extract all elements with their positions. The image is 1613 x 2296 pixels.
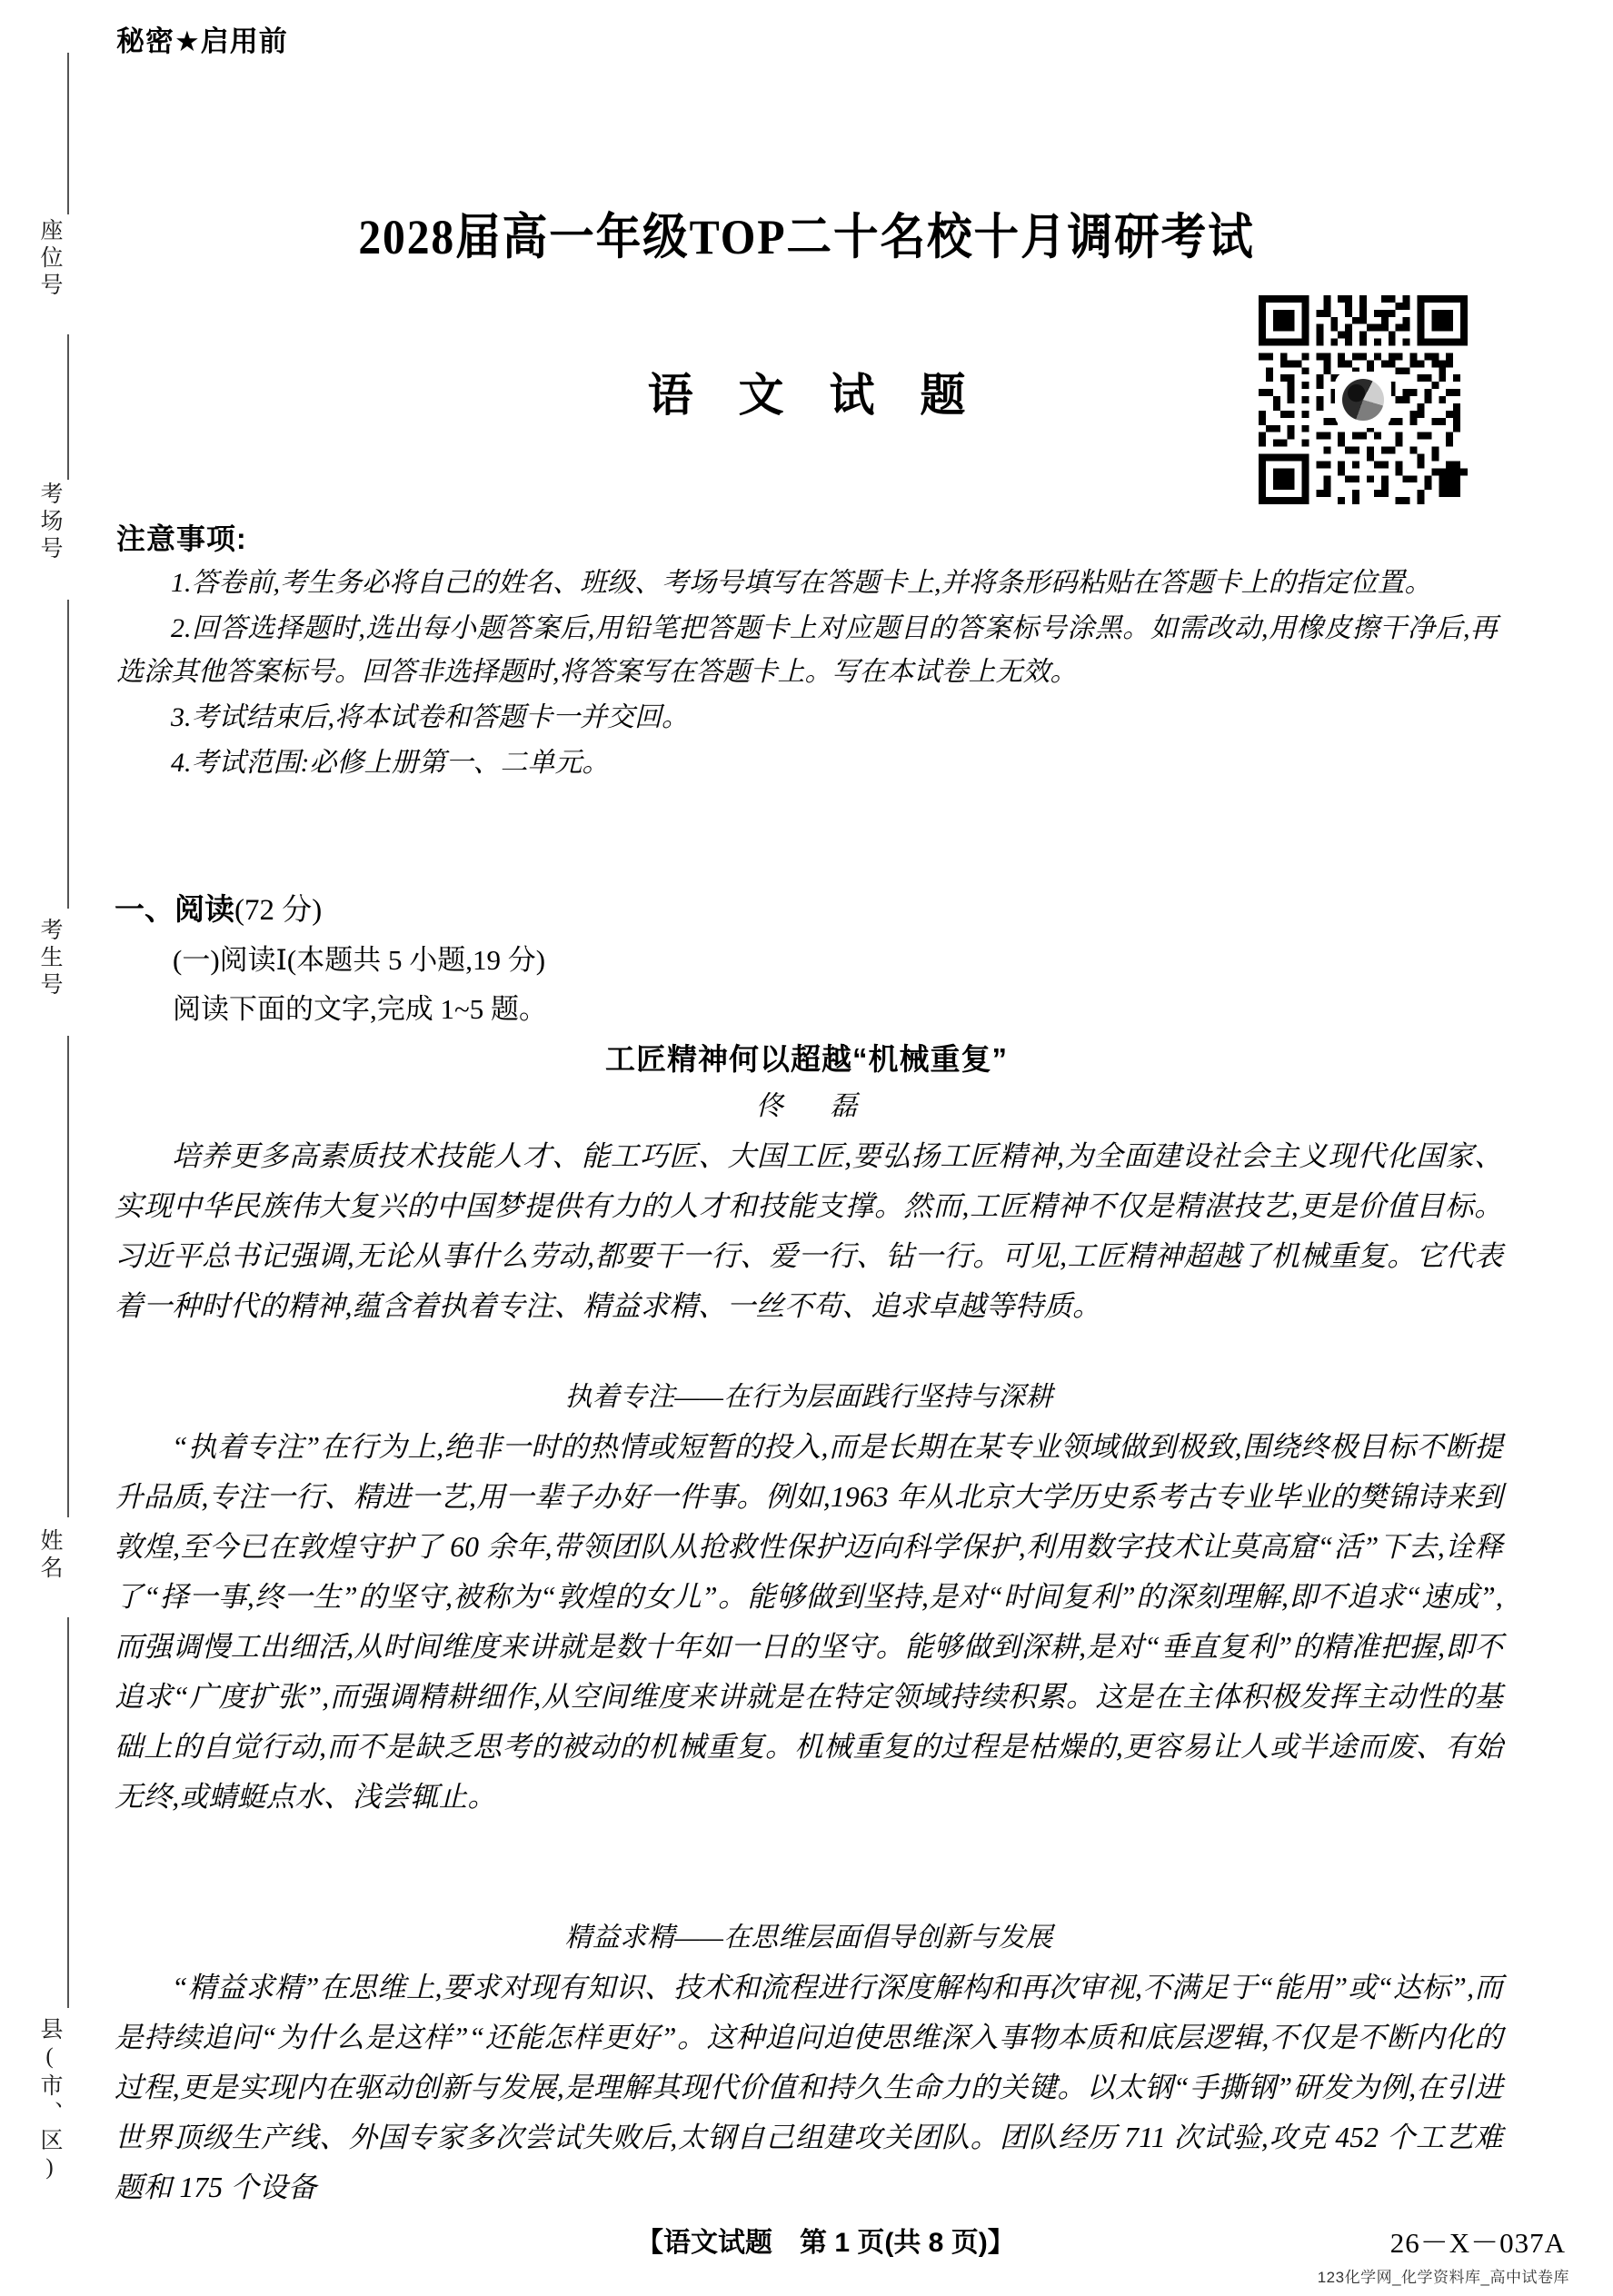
article-paragraph: “精益求精”在思维上,要求对现有知识、技术和流程进行深度解构和再次审视,不满足于“能用”或“达标”,而是持续追问“为什么是这样”“还能怎样更好”。这种追问迫使思维深入事物本质和底层逻辑,不仅是不断内化的过程,更是实现内在驱动创新与发展,是理解其现代价值和持久生命力的关键。以太钢“手撕钢”研发为例,在引进世界顶级生产线、外国专家多次尝试失败后,太钢自己组建攻关团队。团队经历 711 次试验,攻克 452 个工艺难题和 175 个设备 <box>115 1972 1503 2203</box>
section-heading <box>115 886 322 929</box>
margin-rule <box>67 600 69 909</box>
subject-title: 语 文 试 题 <box>647 370 982 421</box>
article-body <box>115 1963 1503 2212</box>
article-body <box>115 1131 1503 1331</box>
article-subheading: 执着专注——在行为层面践行坚持与深耕 <box>564 1382 1053 1412</box>
article-author: 佟 磊 <box>755 1091 878 1121</box>
margin-label-name: 姓名 <box>37 1528 62 1583</box>
brand-logo-icon <box>1342 379 1384 421</box>
footer-page-label: 【语文试题 第 1 页(共 8 页)】 <box>636 2228 1015 2258</box>
notice-list <box>116 562 1498 787</box>
margin-label-county: 县(市、区) <box>37 2017 62 2184</box>
margin-label-examinee-number: 考生号 <box>37 918 62 999</box>
secrecy-label: 秘密★启用前 <box>116 25 288 57</box>
article-body <box>115 1913 1503 1963</box>
section-part-label: (一)阅读Ⅰ(本题共 5 小题,19 分) <box>173 944 546 976</box>
article-paragraph: “执着专注”在行为上,绝非一时的热情或短暂的投入,而是长期在某专业领域做到极致,围绕终极目标不断提升品质,专注一行、精进一艺,用一辈子办好一件事。例如,1963 年从北京大学历史系考古专业毕业的樊锦诗来到敦煌,至今已在敦煌守护了 60 余年,带领团队从抢救性保护迈向科学保护,利用数字技术让莫高窟“活”下去,诠释了“择一事,终一生”的坚守,被称为“敦煌的女儿”。能够做到坚持,是对“时间复利”的深刻理解,即不追求“速成”,而强调慢工出细活,从时间维度来讲就是数十年如一日的坚守。能够做到深耕,是对“垂直复利”的精准把握,即不追求“广度扩张”,而强调精耕细作,从空间维度来讲就是在特定领域持续积累。这是在主体积极发挥主动性的基础上的自觉行动,而不是缺乏思考的被动的机械重复。机械重复的过程是枯燥的,更容易让人或半途而废、有始无终,或蜻蜓点水、浅尝辄止。 <box>115 1431 1503 1813</box>
footer-paper-code: 26－X－037A <box>1389 2227 1566 2259</box>
article-body <box>115 1422 1503 1822</box>
notice-item: 2.回答选择题时,选出每小题答案后,用铅笔把答题卡上对应题目的答案标号涂黑。如需改动,用橡皮擦干净后,再选涂其他答案标号。回答非选择题时,将答案写在答题卡上。写在本试卷上无效。 <box>116 613 1498 687</box>
notice-heading: 注意事项: <box>116 522 247 555</box>
notice-item: 4.考试范围:必修上册第一、二单元。 <box>171 748 610 778</box>
page-title: 2028届高一年级TOP二十名校十月调研考试 <box>358 210 1255 264</box>
margin-info-column <box>0 0 107 2296</box>
margin-rule <box>67 1617 69 2008</box>
article-paragraph: 培养更多高素质技术技能人才、能工巧匠、大国工匠,要弘扬工匠精神,为全面建设社会主义现代化国家、实现中华民族伟大复兴的中国梦提供有力的人才和技能支撑。然而,工匠精神不仅是精湛技艺,更是价值目标。习近平总书记强调,无论从事什么劳动,都要干一行、爱一行、钻一行。可见,工匠精神超越了机械重复。它代表着一种时代的精神,蕴含着执着专注、精益求精、一丝不苟、追求卓越等特质。 <box>115 1140 1503 1322</box>
section-heading-points: (72 分) <box>234 894 323 927</box>
article-title: 工匠精神何以超越“机械重复” <box>605 1042 1008 1076</box>
article-body <box>115 1372 1503 1422</box>
margin-rule <box>67 53 69 214</box>
margin-label-exam-room: 考场号 <box>37 482 62 563</box>
section-instruction: 阅读下面的文字,完成 1~5 题。 <box>173 993 548 1025</box>
notice-item: 3.考试结束后,将本试卷和答题卡一并交回。 <box>171 702 689 732</box>
qr-logo <box>1335 372 1391 428</box>
section-heading-label: 一、阅读 <box>115 892 234 926</box>
article-subheading: 精益求精——在思维层面倡导创新与发展 <box>564 1923 1053 1953</box>
qr-code[interactable] <box>1259 295 1468 504</box>
footer-watermark: 123化学网_化学资料库_高中试卷库 <box>1317 2269 1569 2286</box>
notice-item: 1.答卷前,考生务必将自己的姓名、班级、考场号填写在答题卡上,并将条形码粘贴在答题卡上的指定位置。 <box>171 568 1432 598</box>
margin-label-seat-number: 座位号 <box>37 218 62 300</box>
